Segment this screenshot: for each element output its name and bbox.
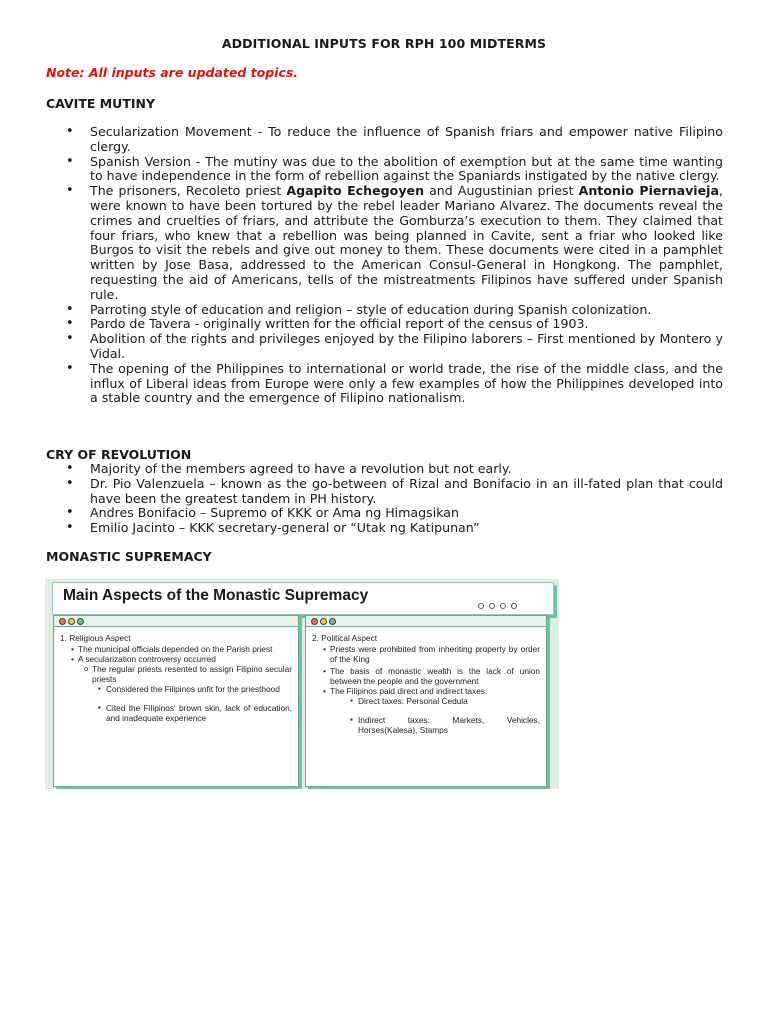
list-item: • Secularization Movement - To reduce the influence of Spanish friars and empower native Filipino clergy.	[46, 125, 723, 155]
list-item: • The prisoners, Recoleto priest Agapito Echegoyen and Augustinian priest Antonio Piernavieja, were known to have been tortured by the rebel leader Mariano Alvarez. The documents reveal the crimes and cruelties of friars, and attribute the Gomburza’s execution to them. They claimed that four friars, who knew that a rebellion was being planned in Cavite, sent a friar who looked like Burgos to visit the rebels and give out money to them. These documents were cited in a pamphlet written by Jose Basa, addressed to the American Consul-General in Hongkong. The pamphlet, requesting the aid of Americans, tells of the mistreatments Filipinos have suffered under Spanish rule.	[46, 184, 723, 302]
list-item: ▪ Cited the Filipinos' brown skin, lack of education, and inadequate experience	[60, 703, 292, 723]
list-item: • The municipal officials depended on the Parish priest	[60, 644, 292, 654]
list-item: ▪ Considered the Filipinos unfit for the priesthood	[60, 684, 292, 694]
list-item: • A secularization controversy occurred	[60, 654, 292, 664]
bold-name: Agapito Echegoyen	[286, 183, 425, 199]
list-item: • The Filipinos paid direct and indirect taxes:	[312, 686, 540, 696]
page-title: ADDITIONAL INPUTS FOR RPH 100 MIDTERMS	[221, 36, 547, 51]
list-item: • Andres Bonifacio – Supremo of KKK or Ama ng Himagsikan	[46, 506, 723, 521]
window-controls-icon	[306, 616, 546, 627]
list-item: • The opening of the Philippines to international or world trade, the rise of the middle class, and the influx of Liberal ideas from Europe were only a few examples of how the Philippines developed into a stable country and the emergence of Filipino nationalism.	[46, 362, 723, 406]
list-item: • The basis of monastic wealth is the lack of union between the people and the government	[312, 666, 540, 686]
list-item: • Pardo de Tavera - originally written for the official report of the census of 1903.	[46, 317, 723, 332]
cavite-mutiny-list	[46, 125, 723, 406]
list-item: • Emilio Jacinto – KKK secretary-general or “Utak ng Katipunan”	[46, 521, 723, 536]
note-text: Note: All inputs are updated topics.	[46, 65, 299, 80]
list-item: o The regular priests resented to assign Filipino secular priests	[60, 664, 292, 684]
list-item: • Abolition of the rights and privileges enjoyed by the Filipino laborers – First mentioned by Montero y Vidal.	[46, 332, 723, 362]
list-item: ▪ Direct taxes: Personal Cedula	[312, 696, 540, 706]
religious-aspect-title: 1. Religious Aspect	[60, 633, 131, 643]
political-aspect-card	[305, 615, 547, 787]
infographic-banner	[52, 582, 554, 615]
monastic-supremacy-infographic	[45, 579, 559, 789]
list-item: • Dr. Pio Valenzuela – known as the go-between of Rizal and Bonifacio in an ill-fated plan that could have been the greatest tandem in PH history.	[46, 477, 723, 507]
religious-aspect-card	[53, 615, 299, 787]
list-item: • Priests were prohibited from inheriting property by order of the King	[312, 644, 540, 664]
window-controls-icon	[54, 616, 298, 627]
dots-icon	[478, 594, 522, 613]
list-item: • Majority of the members agreed to have a revolution but not early.	[46, 462, 723, 477]
heading-monastic-supremacy: MONASTIC SUPREMACY	[46, 549, 212, 564]
heading-cavite-mutiny: CAVITE MUTINY	[46, 96, 156, 111]
list-item: • Spanish Version - The mutiny was due to the abolition of exemption but at the same time wanting to have independence in the form of rebellion against the Spaniards instigated by the native clergy.	[46, 155, 723, 185]
infographic-title: Main Aspects of the Monastic Supremacy	[63, 587, 369, 604]
bold-name: Antonio Piernavieja	[578, 183, 719, 199]
list-item: • Parroting style of education and religion – style of education during Spanish colonization.	[46, 303, 723, 318]
heading-cry-of-revolution: CRY OF REVOLUTION	[46, 447, 192, 462]
political-aspect-title: 2. Political Aspect	[312, 633, 378, 643]
cry-of-revolution-list	[46, 462, 723, 536]
list-item: ▪ Indirect taxes: Markets, Vehicles, Horses(Kalesa), Stamps	[312, 715, 540, 735]
